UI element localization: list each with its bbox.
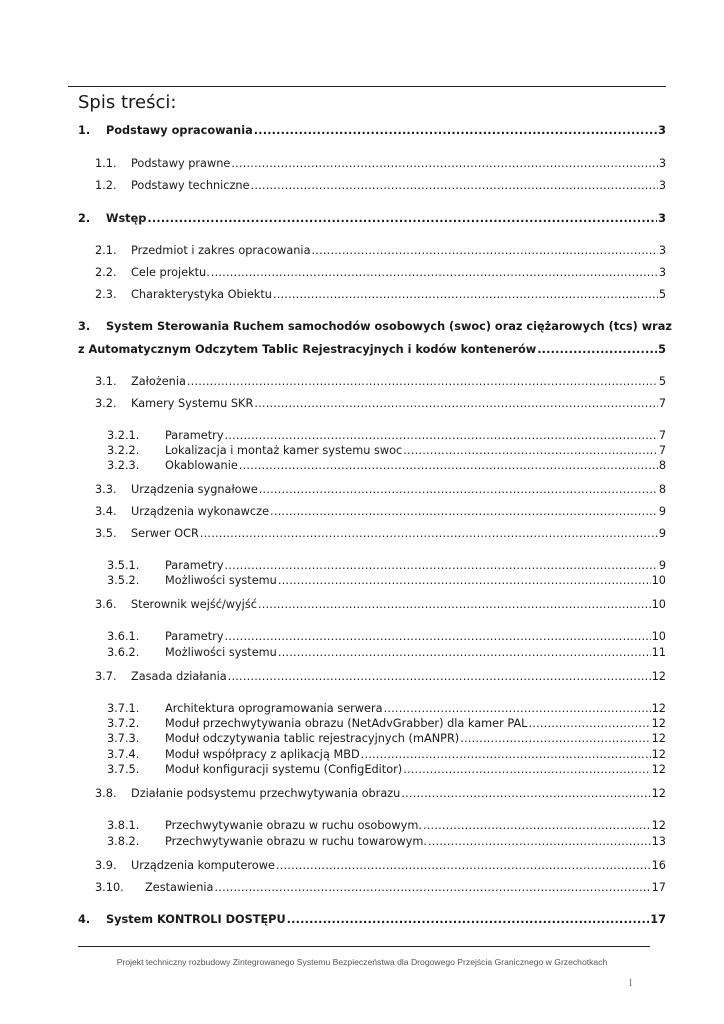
toc-entry-number: 3.7.1.	[107, 702, 140, 715]
toc-entry-text: Podstawy opracowania	[106, 124, 253, 137]
dot-leader	[254, 397, 657, 411]
toc-entry-number: 3.3.	[95, 483, 117, 496]
toc-entry-text: Cele projektu.	[131, 266, 210, 279]
toc-entry-number: 3.2.	[95, 397, 117, 410]
page-number: 1	[628, 978, 633, 989]
toc-entry-text: Zasada działania	[131, 670, 227, 683]
dot-leader	[384, 702, 651, 716]
toc-entry-text: z Automatycznym Odczytem Tablic Rejestracyjnych i kodów kontenerów	[78, 343, 537, 356]
toc-entry-2-1[interactable]	[95, 244, 666, 258]
toc-entry-page: 12	[651, 717, 666, 730]
dot-leader	[276, 859, 651, 873]
toc-entry-number: 3.2.1.	[107, 429, 140, 442]
toc-entry-number: 3.8.2.	[107, 835, 140, 848]
dot-leader	[254, 124, 657, 138]
toc-entry-page: 7	[658, 429, 666, 442]
toc-entry-number: 1.	[78, 124, 91, 137]
dot-leader	[258, 598, 651, 612]
footer-rule	[78, 946, 650, 947]
toc-entry-number: 3.6.1.	[107, 630, 140, 643]
toc-entry-page: 9	[658, 505, 666, 518]
toc-entry-number: 1.1.	[95, 157, 117, 170]
toc-entry-2[interactable]	[78, 212, 666, 226]
toc-entry-text: Serwer OCR	[131, 527, 199, 540]
dot-leader	[225, 630, 651, 644]
toc-entry-3-7[interactable]	[95, 670, 666, 684]
toc-entry-3-2-3[interactable]	[107, 459, 666, 473]
toc-entry-page: 3	[658, 266, 666, 279]
dot-leader	[228, 670, 651, 684]
toc-entry-number: 2.	[78, 212, 91, 225]
toc-entry-text: System Sterowania Ruchem samochodów osobowych (swoc) oraz ciężarowych (tcs) wraz	[106, 320, 672, 333]
toc-entry-text: Możliwości systemu	[165, 574, 277, 587]
toc-entry-text: Kamery Systemu SKR	[131, 397, 254, 410]
dot-leader	[537, 343, 657, 357]
toc-entry-number: 3.7.	[95, 670, 117, 683]
toc-entry-text: Architektura oprogramowania serwera	[165, 702, 383, 715]
toc-entry-1-1[interactable]	[95, 157, 666, 171]
toc-entry-page: 7	[658, 397, 666, 410]
dot-leader	[403, 763, 650, 777]
toc-entry-page: 3	[658, 179, 666, 192]
header-rule	[68, 86, 666, 87]
dot-leader	[211, 266, 658, 280]
toc-entry-3-4[interactable]	[95, 505, 666, 519]
toc-entry-page: 5	[658, 343, 666, 356]
toc-entry-number: 3.9.	[95, 859, 117, 872]
toc-entry-page: 3	[658, 124, 666, 137]
toc-entry-number: 3.	[78, 320, 91, 333]
toc-entry-page: 10	[651, 598, 666, 611]
toc-entry-text: Możliwości systemu	[165, 646, 277, 659]
dot-leader	[200, 527, 658, 541]
toc-entry-number: 2.1.	[95, 244, 117, 257]
toc-entry-text: Sterownik wejść/wyjść	[131, 598, 257, 611]
dot-leader	[259, 483, 658, 497]
dot-leader	[225, 559, 658, 573]
toc-entry-text: System KONTROLI DOSTĘPU	[106, 913, 286, 926]
toc-entry-number: 3.5.	[95, 527, 117, 540]
toc-entry-page: 11	[651, 646, 666, 659]
toc-entry-page: 12	[651, 748, 666, 761]
dot-leader	[251, 179, 658, 193]
toc-entry-page: 12	[651, 702, 666, 715]
toc-entry-number: 3.7.3.	[107, 732, 140, 745]
dot-leader	[278, 574, 651, 588]
toc-entry-number: 3.1.	[95, 375, 117, 388]
toc-title: Spis treści:	[78, 92, 177, 113]
toc-entry-text: Przechwytywanie obrazu w ruchu osobowym.	[165, 819, 422, 832]
toc-entry-text: Zestawienia	[145, 881, 214, 894]
dot-leader	[225, 429, 658, 443]
toc-entry-text: Lokalizacja i montaż kamer systemu swoc	[165, 444, 403, 457]
toc-entry-text: Moduł współpracy z aplikacją MBD	[165, 748, 360, 761]
toc-entry-page: 10	[651, 630, 666, 643]
dot-leader	[428, 835, 651, 849]
dot-leader	[287, 913, 650, 927]
dot-leader	[239, 459, 658, 473]
toc-entry-number: 3.2.2.	[107, 444, 140, 457]
toc-entry-text: Przechwytywanie obrazu w ruchu towarowym.	[165, 835, 427, 848]
toc-entry-3-6-2[interactable]	[107, 646, 666, 660]
dot-leader	[361, 748, 651, 762]
toc-entry-2-3[interactable]	[95, 288, 666, 302]
toc-entry-page: 10	[651, 574, 666, 587]
toc-entry-number: 3.5.2.	[107, 574, 140, 587]
toc-entry-page: 12	[651, 670, 666, 683]
toc-entry-3-5[interactable]	[95, 527, 666, 541]
toc-entry-text: Przedmiot i zakres opracowania	[131, 244, 311, 257]
toc-entry-3-8-1[interactable]	[107, 819, 666, 833]
toc-entry-number: 4.	[78, 913, 91, 926]
toc-entry-page: 12	[651, 819, 666, 832]
toc-entry-page: 8	[658, 483, 666, 496]
toc-entry-3-6[interactable]	[95, 598, 666, 612]
toc-entry-text: Charakterystyka Obiektu	[131, 288, 272, 301]
toc-entry-3-1[interactable]	[95, 375, 666, 389]
toc-entry-3-2[interactable]	[95, 397, 666, 411]
toc-entry-number: 3.4.	[95, 505, 117, 518]
toc-entry-page: 12	[651, 732, 666, 745]
toc-entry-page: 12	[651, 763, 666, 776]
toc-entry-number: 3.10.	[95, 881, 124, 894]
toc-entry-text: Wstęp	[106, 212, 147, 225]
toc-entry-text: Parametry	[165, 429, 224, 442]
toc-entry-text: Parametry	[165, 559, 224, 572]
toc-entry-page: 9	[658, 527, 666, 540]
toc-entry-page: 8	[658, 459, 666, 472]
dot-leader	[401, 787, 650, 801]
toc-entry-3-5-2[interactable]	[107, 574, 666, 588]
toc-entry-3-2-2[interactable]	[107, 444, 666, 458]
toc-entry-text: Moduł przechwytywania obrazu (NetAdvGrabber) dla kamer PAL	[165, 717, 528, 730]
toc-entry-page: 3	[658, 157, 666, 170]
toc-entry-number: 3.7.2.	[107, 717, 140, 730]
toc-entry-page: 17	[651, 881, 666, 894]
dot-leader	[312, 244, 658, 258]
toc-entry-number: 3.8.1.	[107, 819, 140, 832]
toc-entry-3-8-2[interactable]	[107, 835, 666, 849]
toc-entry-2-2[interactable]	[95, 266, 666, 280]
toc-entry-text: Okablowanie	[165, 459, 238, 472]
toc-entry-3-2-1[interactable]	[107, 429, 666, 443]
toc-entry-page: 7	[658, 444, 666, 457]
toc-entry-number: 3.7.4.	[107, 748, 140, 761]
toc-entry-text: Moduł odczytywania tablic rejestracyjnych (mANPR)	[165, 732, 460, 745]
toc-entry-page: 13	[651, 835, 666, 848]
toc-entry-number: 3.7.5.	[107, 763, 140, 776]
page-footer: Projekt techniczny rozbudowy Zintegrowanego Systemu Bezpieczeństwa dla Drogowego Przejścia Granicznego w Grzechotkach	[116, 957, 608, 967]
toc-entry-text: Działanie podsystemu przechwytywania obrazu	[131, 787, 401, 800]
toc-entry-page: 3	[658, 212, 666, 225]
toc-entry-3-7-5[interactable]	[107, 763, 666, 777]
toc-entry-number: 2.3.	[95, 288, 117, 301]
toc-entry-number: 3.5.1.	[107, 559, 140, 572]
toc-entry-number: 3.6.2.	[107, 646, 140, 659]
toc-entry-page: 3	[658, 244, 666, 257]
dot-leader	[403, 444, 658, 458]
toc-entry-3-7-1[interactable]	[107, 702, 666, 716]
dot-leader	[231, 157, 657, 171]
toc-entry-text: Urządzenia wykonawcze	[131, 505, 270, 518]
toc-entry-3-7-4[interactable]	[107, 748, 666, 762]
toc-entry-3-3[interactable]	[95, 483, 666, 497]
toc-entry-3-10[interactable]	[95, 881, 666, 895]
toc-entry-page: 12	[651, 787, 666, 800]
toc-entry-page: 9	[658, 559, 666, 572]
toc-entry-3-6-1[interactable]	[107, 630, 666, 644]
toc-entry-3-9[interactable]	[95, 859, 666, 873]
toc-entry-3-continued[interactable]	[78, 343, 666, 357]
toc-entry-3-7-3[interactable]	[107, 732, 666, 746]
toc-entry-4[interactable]	[78, 913, 666, 927]
toc-entry-number: 3.8.	[95, 787, 117, 800]
toc-entry-page: 17	[650, 913, 666, 926]
dot-leader	[273, 288, 658, 302]
toc-entry-page: 5	[658, 288, 666, 301]
toc-entry-text: Urządzenia komputerowe	[131, 859, 275, 872]
toc-entry-number: 3.6.	[95, 598, 117, 611]
toc-entry-text: Założenia	[131, 375, 186, 388]
dot-leader	[214, 881, 650, 895]
dot-leader	[460, 732, 650, 746]
dot-leader	[147, 212, 657, 226]
toc-entry-1[interactable]	[78, 124, 666, 138]
dot-leader	[423, 819, 651, 833]
toc-entry-page: 5	[658, 375, 666, 388]
toc-entry-page: 16	[651, 859, 666, 872]
toc-entry-3[interactable]	[78, 320, 672, 334]
dot-leader	[270, 505, 658, 519]
toc-entry-1-2[interactable]	[95, 179, 666, 193]
toc-entry-number: 2.2.	[95, 266, 117, 279]
toc-entry-text: Moduł konfiguracji systemu (ConfigEditor)	[165, 763, 403, 776]
toc-entry-number: 3.2.3.	[107, 459, 140, 472]
dot-leader	[528, 717, 650, 731]
dot-leader	[187, 375, 658, 389]
toc-entry-3-5-1[interactable]	[107, 559, 666, 573]
toc-entry-3-8[interactable]	[95, 787, 666, 801]
toc-entry-3-7-2[interactable]	[107, 717, 666, 731]
toc-entry-text: Urządzenia sygnałowe	[131, 483, 258, 496]
toc-entry-text: Podstawy prawne	[131, 157, 231, 170]
toc-entry-number: 1.2.	[95, 179, 117, 192]
toc-entry-text: Podstawy techniczne	[131, 179, 250, 192]
toc-entry-text: Parametry	[165, 630, 224, 643]
dot-leader	[278, 646, 651, 660]
